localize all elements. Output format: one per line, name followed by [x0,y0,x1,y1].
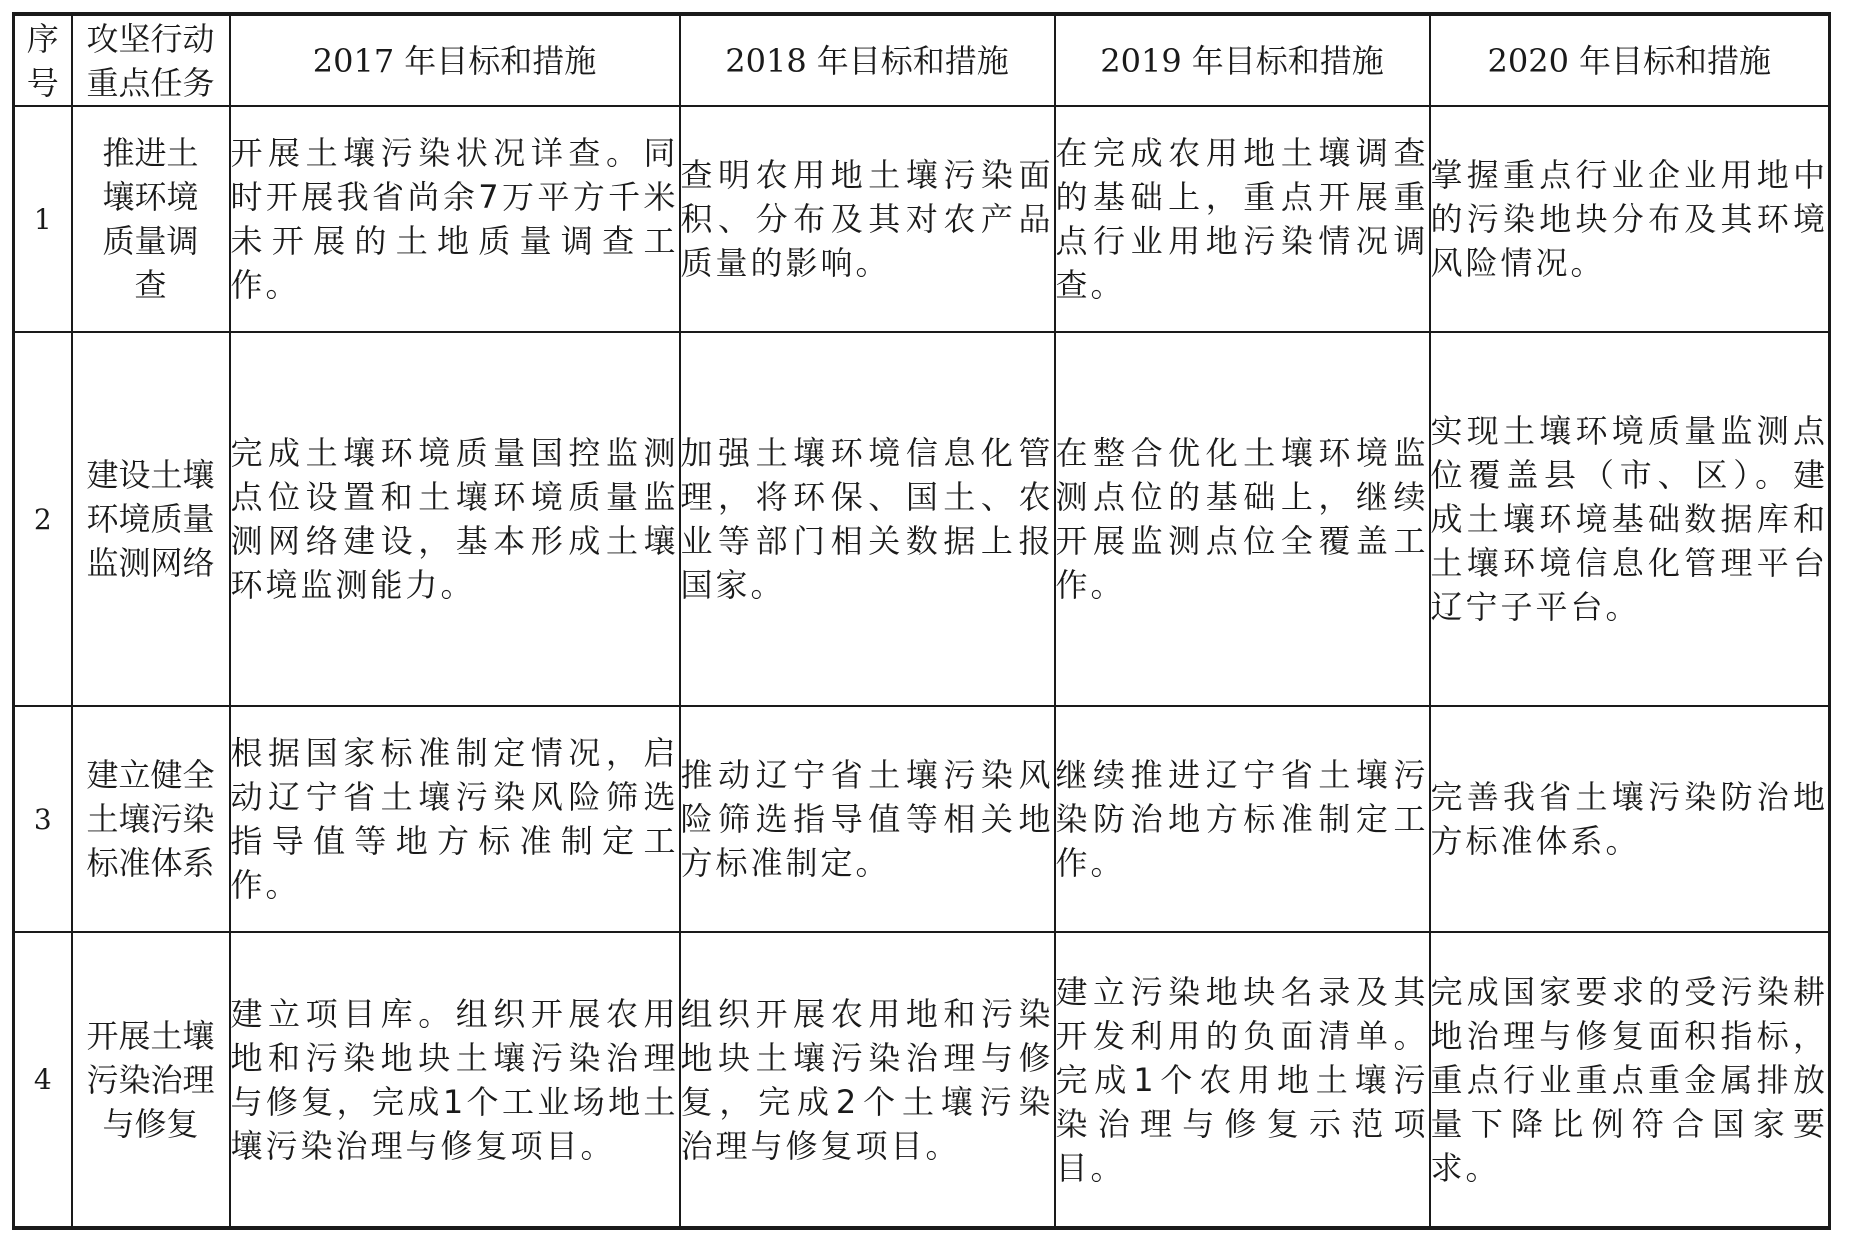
row-seq: 4 [14,932,72,1228]
row-task-label: 推进土壤环境质量调查 [102,134,199,304]
row-task-label: 建设土壤环境质量监测网络 [86,456,215,582]
header-row [14,14,1830,106]
header-2017-year: 2017 [312,41,395,80]
header-2020 [1430,14,1830,106]
table-row [14,106,1830,332]
row-2019-measures: 在整合优化土壤环境监测点位的基础上，继续开展监测点位全覆盖工作。 [1055,332,1430,706]
row-seq: 1 [14,106,72,332]
row-seq: 2 [14,332,72,706]
header-2019-year: 2019 [1100,41,1182,80]
row-seq: 3 [14,706,72,932]
row-2017-measures: 根据国家标准制定情况，启动辽宁省土壤污染风险筛选指导值等地方标准制定工作。 [230,706,680,932]
table-row [14,932,1830,1228]
row-2019-measures: 建立污染地块名录及其开发利用的负面清单。完成1个农用地土壤污染治理与修复示范项目。 [1055,932,1430,1228]
header-seq-label: 序号 [26,19,59,102]
table-row [14,706,1830,932]
row-2019-measures: 在完成农用地土壤调查的基础上，重点开展重点行业用地污染情况调查。 [1055,106,1430,332]
row-2017-measures: 开展土壤污染状况详查。同时开展我省尚余7万平方千米未开展的土地质量调查工作。 [230,106,680,332]
row-2018-measures: 组织开展农用地和污染地块土壤污染治理与修复，完成2个土壤污染治理与修复项目。 [680,932,1055,1228]
header-2017-suffix: 年目标和措施 [404,41,597,80]
header-2020-suffix: 年目标和措施 [1578,41,1771,80]
header-2020-year: 2020 [1487,41,1569,80]
row-2018-measures: 查明农用地土壤污染面积、分布及其对农产品质量的影响。 [680,106,1055,332]
header-2018-year: 2018 [725,41,807,80]
row-task [72,932,230,1228]
row-task [72,332,230,706]
row-task [72,106,230,332]
header-2018-suffix: 年目标和措施 [816,41,1009,80]
row-2017-measures: 完成土壤环境质量国控监测点位设置和土壤环境质量监测网络建设，基本形成土壤环境监测能力。 [230,332,680,706]
row-2018-measures: 推动辽宁省土壤污染风险筛选指导值等相关地方标准制定。 [680,706,1055,932]
header-task-label: 攻坚行动重点任务 [86,19,215,102]
row-task-label: 建立健全土壤污染标准体系 [86,756,215,882]
row-2020-measures: 掌握重点行业企业用地中的污染地块分布及其环境风险情况。 [1430,106,1830,332]
header-2018 [680,14,1055,106]
table-row [14,332,1830,706]
row-2017-measures: 建立项目库。组织开展农用地和污染地块土壤污染治理与修复，完成1个工业场地土壤污染治理与修复项目。 [230,932,680,1228]
soil-pollution-plan-table [12,12,1831,1230]
row-task [72,706,230,932]
header-2019 [1055,14,1430,106]
header-2019-suffix: 年目标和措施 [1191,41,1384,80]
header-seq [14,14,72,106]
row-2018-measures: 加强土壤环境信息化管理，将环保、国土、农业等部门相关数据上报国家。 [680,332,1055,706]
row-task-label: 开展土壤污染治理与修复 [86,1016,215,1143]
row-2019-measures: 继续推进辽宁省土壤污染防治地方标准制定工作。 [1055,706,1430,932]
row-2020-measures: 实现土壤环境质量监测点位覆盖县（市、区）。建成土壤环境基础数据库和土壤环境信息化管理平台辽宁子平台。 [1430,332,1830,706]
header-task [72,14,230,106]
row-2020-measures: 完成国家要求的受污染耕地治理与修复面积指标，重点行业重点重金属排放量下降比例符合国家要求。 [1430,932,1830,1228]
row-2020-measures: 完善我省土壤污染防治地方标准体系。 [1430,706,1830,932]
header-2017 [230,14,680,106]
